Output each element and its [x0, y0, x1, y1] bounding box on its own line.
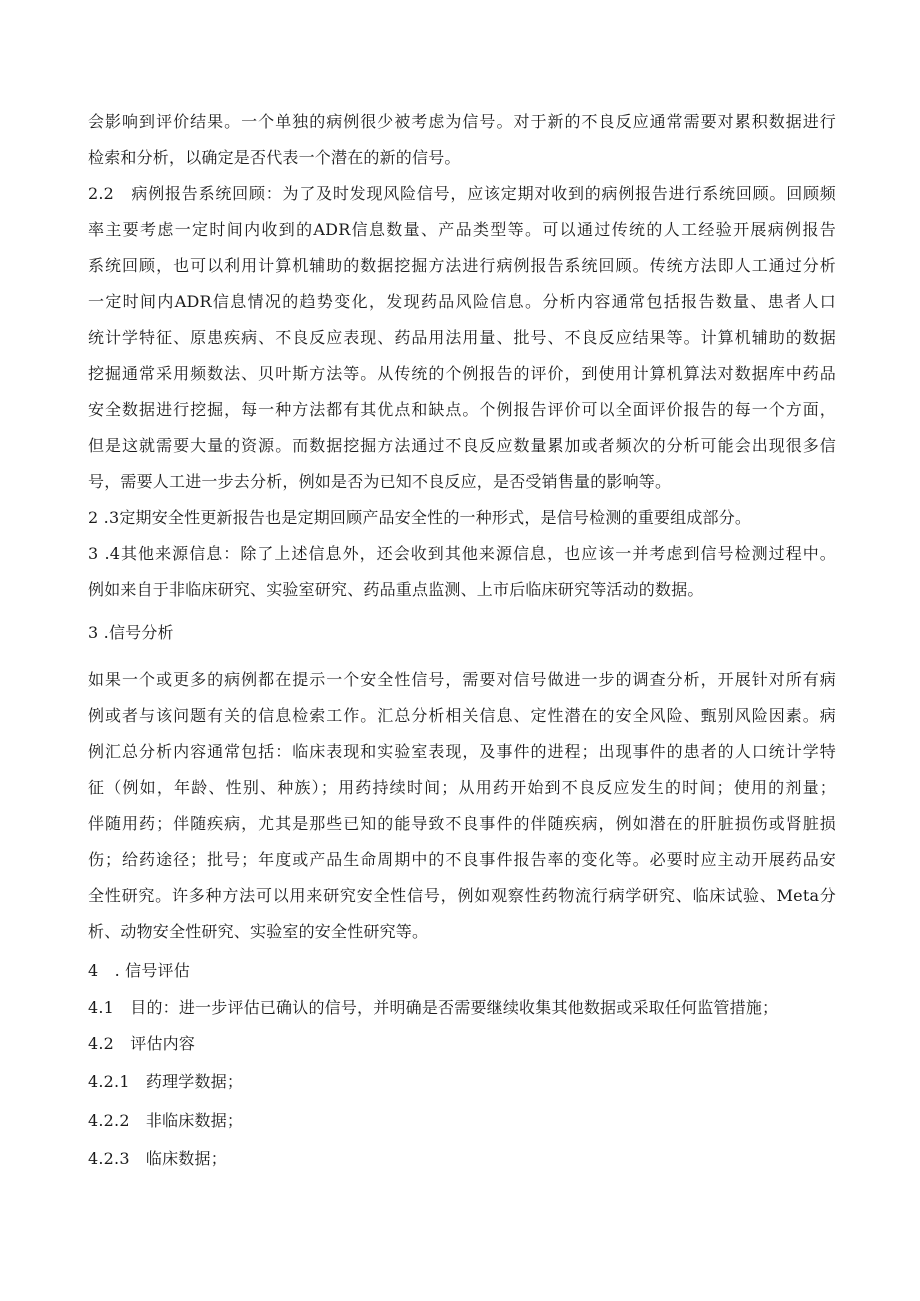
section-4-2-3-line: 4.2.3 临床数据； — [88, 1149, 227, 1168]
paragraph-line: 安全数据进行挖掘，每一种方法都有其优点和缺点。个例报告评价可以全面评价报告的每一个方面， — [88, 400, 836, 419]
paragraph-line: 但是这就需要大量的资源。而数据挖掘方法通过不良反应数量累加或者频次的分析可能会出现很多信 — [88, 436, 836, 455]
section-4-2-line: 4.2 评估内容 — [88, 1034, 196, 1053]
paragraph-line: 全性研究。许多种方法可以用来研究安全性信号，例如观察性药物流行病学研究、临床试验、Meta分 — [88, 886, 836, 905]
section-4-2-2-line: 4.2.2 非临床数据； — [88, 1111, 244, 1130]
paragraph-line: 征（例如，年龄、性别、种族）；用药持续时间；从用药开始到不良反应发生的时间；使用的剂量； — [88, 778, 836, 797]
section-2-2-line: 2.2 病例报告系统回顾：为了及时发现风险信号，应该定期对收到的病例报告进行系统回顾。回顾频 — [88, 184, 836, 203]
paragraph-line: 如果一个或更多的病例都在提示一个安全性信号，需要对信号做进一步的调查分析，开展针对所有病 — [88, 670, 836, 689]
section-4-1-line: 4.1 目的：进一步评估已确认的信号，并明确是否需要继续收集其他数据或采取任何监管措施； — [88, 998, 779, 1017]
paragraph-line: 号，需要人工进一步去分析，例如是否为已知不良反应，是否受销售量的影响等。 — [88, 472, 672, 491]
paragraph-line: 挖掘通常采用频数法、贝叶斯方法等。从传统的个例报告的评价，到使用计算机算法对数据库中药品 — [88, 364, 836, 383]
section-2-3-line: 2 .3定期安全性更新报告也是定期回顾产品安全性的一种形式，是信号检测的重要组成部分。 — [88, 508, 752, 527]
paragraph-line: 例或者与该问题有关的信息检索工作。汇总分析相关信息、定性潜在的安全风险、甄别风险因素。病 — [88, 706, 836, 725]
paragraph-line: 系统回顾，也可以利用计算机辅助的数据挖掘方法进行病例报告系统回顾。传统方法即人工通过分析 — [88, 256, 836, 275]
paragraph-line: 会影响到评价结果。一个单独的病例很少被考虑为信号。对于新的不良反应通常需要对累积数据进行 — [88, 112, 836, 131]
paragraph-line: 检索和分析，以确定是否代表一个潜在的新的信号。 — [88, 148, 461, 167]
section-heading-signal-evaluation: 4 . 信号评估 — [88, 961, 190, 980]
paragraph-line: 率主要考虑一定时间内收到的ADR信息数量、产品类型等。可以通过传统的人工经验开展病例报告 — [88, 220, 836, 239]
paragraph-line: 伤；给药途径；批号；年度或产品生命周期中的不良事件报告率的变化等。必要时应主动开展药品安 — [88, 850, 836, 869]
paragraph-line: 例如来自于非临床研究、实验室研究、药品重点监测、上市后临床研究等活动的数据。 — [88, 580, 704, 599]
section-3-4-line: 3 .4其他来源信息：除了上述信息外，还会收到其他来源信息，也应该一并考虑到信号检测过程中。 — [88, 544, 836, 563]
paragraph-line: 析、动物安全性研究、实验室的安全性研究等。 — [88, 922, 429, 941]
paragraph-line: 统计学特征、原患疾病、不良反应表现、药品用法用量、批号、不良反应结果等。计算机辅助的数据 — [88, 328, 836, 347]
paragraph-line: 一定时间内ADR信息情况的趋势变化，发现药品风险信息。分析内容通常包括报告数量、患者人口 — [88, 292, 836, 311]
paragraph-line: 伴随用药；伴随疾病，尤其是那些已知的能导致不良事件的伴随疾病，例如潜在的肝脏损伤或肾脏损 — [88, 814, 836, 833]
section-heading-signal-analysis: 3 .信号分析 — [88, 623, 174, 642]
section-4-2-1-line: 4.2.1 药理学数据； — [88, 1072, 244, 1091]
paragraph-line: 例汇总分析内容通常包括：临床表现和实验室表现，及事件的进程；出现事件的患者的人口统计学特 — [88, 742, 836, 761]
